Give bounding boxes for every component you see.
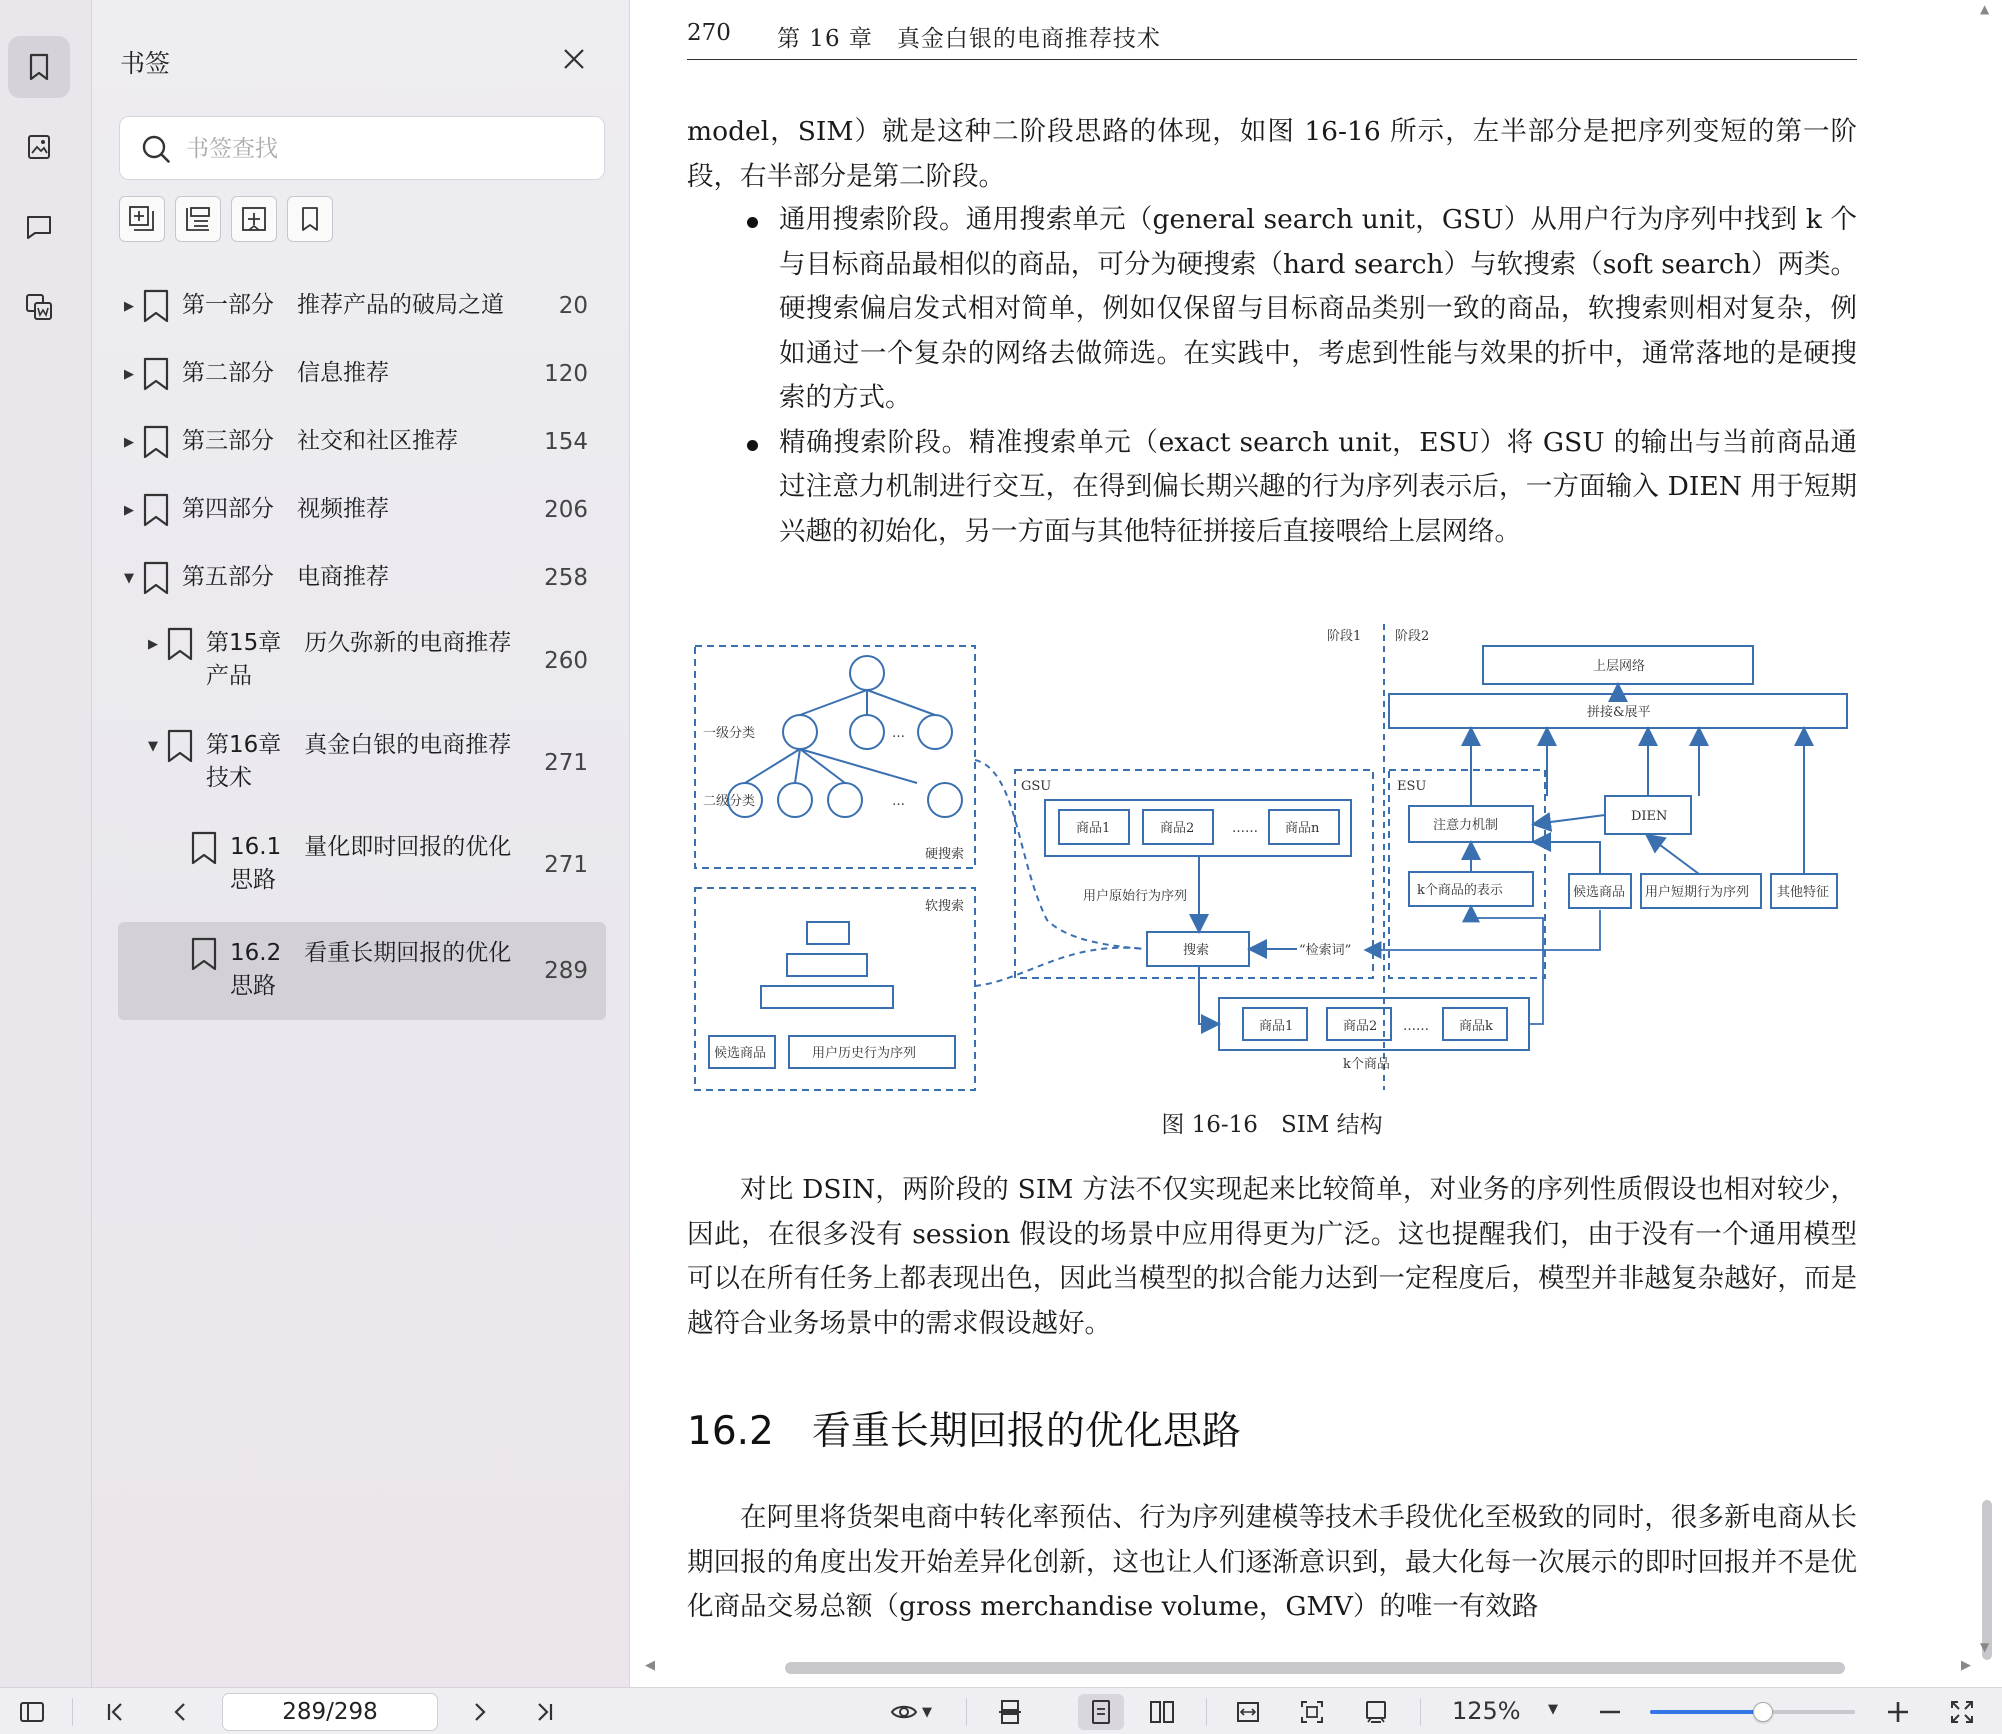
chevron-left-icon — [166, 1698, 194, 1726]
bookmark-icon — [295, 204, 325, 234]
close-panel-button[interactable] — [559, 44, 589, 74]
k-repr-label: k个商品的表示 — [1417, 883, 1503, 898]
scroll-right-icon[interactable]: ▶ — [1961, 1658, 1971, 1673]
sim-diagram — [687, 620, 1857, 1100]
bookmark-icon — [142, 356, 170, 392]
bookmark-search-box[interactable] — [119, 116, 605, 180]
soft-search-label: 软搜索 — [925, 899, 965, 914]
bookmark-page: 271 — [544, 750, 588, 776]
item1-label: 商品1 — [1259, 1019, 1294, 1034]
itemn-label: 商品n — [1285, 821, 1320, 836]
scroll-left-icon[interactable]: ◀ — [645, 1658, 655, 1673]
attention-label: 注意力机制 — [1433, 818, 1499, 833]
zoom-slider[interactable] — [1650, 1710, 1855, 1714]
fullscreen-button[interactable] — [1944, 1694, 1980, 1730]
scroll-thumb[interactable] — [1982, 1500, 1992, 1660]
bookmark-page: 206 — [544, 497, 588, 523]
bookmark-page: 154 — [544, 429, 588, 455]
bookmark-label: 第一部分 推荐产品的破局之道 — [182, 292, 504, 318]
bookmark-label: 16.1 量化即时回报的优化 思路 — [230, 834, 512, 893]
bullet-text: 通用搜索阶段。通用搜索单元（general search unit，GSU）从用户行为序列中找到 k 个与目标商品最相似的商品，可分为硬搜索（hard search）与软搜索（soft search）两类。硬搜索偏启发式相对简单，例如仅保留与目标商品类别一致的商品，软搜索则相对复杂，例如通过一个复杂的网络去做筛选。在实践中，考虑到性能与效果的折中，通常落地的是硬搜索的方式。 — [779, 204, 1857, 413]
bookmark-icon — [166, 626, 194, 662]
divider — [1420, 1698, 1421, 1726]
paragraph: 对比 DSIN，两阶段的 SIM 方法不仅实现起来比较简单，对业务的序列性质假设也相对较少，因此，在很多没有 session 假设的场景中应用得更为广泛。这也提醒我们，由于没有一个通用模型可以在所有任务上都表现出色，因此当模型的拟合能力达到一定程度后，模型并非越复杂越好，而是越符合业务场景中的需求假设越好。 — [687, 1174, 1857, 1339]
continuous-page-icon — [996, 1698, 1024, 1726]
chevron-down-icon[interactable]: ▼ — [1548, 1702, 1558, 1717]
previous-page-button[interactable] — [162, 1694, 198, 1730]
esu-label: ESU — [1397, 779, 1427, 794]
bullet-item — [687, 198, 1857, 421]
tree-ellipsis: … — [892, 726, 905, 741]
bookmark-icon — [23, 51, 55, 83]
bullet-dot — [747, 440, 758, 451]
fullscreen-icon — [1948, 1698, 1976, 1726]
section-title: 看重长期回报的优化思路 — [811, 1409, 1241, 1454]
bookmark-page: 20 — [558, 293, 588, 319]
short-seq-label: 用户短期行为序列 — [1645, 885, 1750, 900]
first-page-icon — [102, 1698, 130, 1726]
horizontal-scrollbar[interactable] — [645, 1656, 1981, 1678]
bookmark-label: 第16章 真金白银的电商推荐 技术 — [206, 732, 512, 791]
query-label: “检索词” — [1299, 943, 1352, 958]
collapse-all-button[interactable] — [175, 196, 221, 242]
collapse-arrow-icon[interactable]: ▼ — [148, 738, 158, 754]
bookmark-item[interactable] — [118, 618, 606, 704]
upper-network-label: 上层网络 — [1593, 659, 1646, 674]
fit-width-icon — [1234, 1698, 1262, 1726]
minus-icon — [1596, 1698, 1624, 1726]
page-number: 270 — [687, 20, 731, 46]
fit-page-icon — [1298, 1698, 1326, 1726]
toggle-sidebar-button[interactable] — [14, 1694, 50, 1730]
bookmark-label: 第三部分 社交和社区推荐 — [182, 428, 458, 454]
item2-label: 商品2 — [1160, 821, 1195, 836]
sim-diagram-svg — [687, 620, 1857, 1100]
candidate-label: 候选商品 — [714, 1046, 767, 1061]
eye-icon — [890, 1698, 918, 1726]
zoom-slider-knob[interactable] — [1753, 1702, 1773, 1722]
candidate-label: 候选商品 — [1573, 885, 1626, 900]
continuous-scroll-button[interactable] — [992, 1694, 1028, 1730]
user-history-label: 用户历史行为序列 — [812, 1046, 917, 1061]
extract-tab[interactable] — [8, 276, 70, 338]
expand-arrow-icon[interactable]: ▶ — [124, 502, 134, 518]
bookmark-page: 120 — [544, 361, 588, 387]
bookmark-page: 260 — [544, 648, 588, 674]
bookmark-label: 第五部分 电商推荐 — [182, 564, 389, 590]
gsu-label: GSU — [1021, 779, 1052, 794]
last-page-button[interactable] — [526, 1694, 562, 1730]
panel-title: 书签 — [120, 49, 171, 78]
stage1-label: 阶段1 — [1327, 629, 1362, 644]
level2-label: 二级分类 — [703, 794, 756, 809]
expand-arrow-icon[interactable]: ▶ — [148, 636, 158, 652]
bookmark-icon — [142, 560, 170, 596]
expand-all-icon — [127, 204, 157, 234]
paragraph: 在阿里将货架电商中转化率预估、行为序列建模等技术手段优化至极致的同时，很多新电商从长期回报的角度出发开始差异化创新，这也让人们逐渐意识到，最大化每一次展示的即时回报并不是优化商品交易总额（gross merchandise volume，GMV）的唯一有效路 — [687, 1502, 1857, 1622]
running-head — [687, 18, 1857, 60]
expand-arrow-icon[interactable]: ▶ — [124, 366, 134, 382]
raw-seq-label: 用户原始行为序列 — [1083, 889, 1188, 904]
itemk-label: 商品k — [1459, 1019, 1493, 1034]
paragraph: model，SIM）就是这种二阶段思路的体现，如图 16-16 所示，左半部分是把序列变短的第一阶段，右半部分是第二阶段。 — [687, 116, 1857, 192]
bookmark-item[interactable] — [118, 348, 606, 400]
thumbnails-tab[interactable] — [8, 116, 70, 178]
bookmark-icon — [190, 936, 218, 972]
divider — [966, 1698, 967, 1726]
dien-label: DIEN — [1631, 809, 1668, 824]
zoom-level[interactable]: 125% — [1452, 1697, 1521, 1725]
bookmark-label: 16.2 看重长期回报的优化 思路 — [230, 940, 512, 999]
other-features-label: 其他特征 — [1777, 885, 1830, 900]
bookmark-page: 289 — [544, 958, 588, 984]
expand-arrow-icon[interactable]: ▶ — [124, 298, 134, 314]
bottom-toolbar — [0, 1687, 2002, 1734]
actual-size-icon — [1362, 1698, 1390, 1726]
bullet-list — [687, 198, 1857, 554]
tree-ellipsis: … — [892, 794, 905, 809]
two-page-icon — [1148, 1698, 1176, 1726]
level1-label: 一级分类 — [703, 726, 756, 741]
view-mode-dropdown[interactable] — [880, 1694, 942, 1730]
bookmark-item[interactable] — [118, 484, 606, 536]
sidebar-rail — [0, 0, 92, 1687]
bookmark-item[interactable] — [118, 822, 606, 908]
next-page-button[interactable] — [462, 1694, 498, 1730]
bookmark-icon — [142, 424, 170, 460]
k-items-label: k个商品 — [1343, 1057, 1390, 1072]
actual-size-button[interactable] — [1358, 1694, 1394, 1730]
stage2-label: 阶段2 — [1395, 629, 1430, 644]
bookmark-item[interactable] — [118, 280, 606, 332]
bookmark-page: 271 — [544, 852, 588, 878]
comment-icon — [23, 211, 55, 243]
last-page-icon — [530, 1698, 558, 1726]
bullet-dot — [747, 217, 758, 228]
chapter-title: 第 16 章 真金白银的电商推荐技术 — [777, 26, 1161, 52]
expand-arrow-icon[interactable]: ▶ — [124, 434, 134, 450]
first-page-button[interactable] — [98, 1694, 134, 1730]
vertical-scrollbar[interactable] — [1980, 0, 1994, 1660]
search-icon — [140, 133, 172, 165]
sidebar-toggle-icon — [18, 1698, 46, 1726]
fit-width-button[interactable] — [1230, 1694, 1266, 1730]
zoom-out-button[interactable] — [1592, 1694, 1628, 1730]
document-viewport[interactable] — [631, 0, 2002, 1687]
scroll-up-icon[interactable]: ▲ — [1980, 2, 1990, 16]
single-page-icon — [1087, 1698, 1115, 1726]
bookmark-search-input[interactable] — [186, 129, 586, 169]
plus-icon — [1884, 1698, 1912, 1726]
bookmark-item[interactable] — [118, 720, 606, 806]
collapse-arrow-icon[interactable]: ▼ — [124, 570, 134, 586]
fit-page-button[interactable] — [1294, 1694, 1330, 1730]
bookmark-label: 第四部分 视频推荐 — [182, 496, 389, 522]
bookmark-item-selected[interactable] — [118, 922, 606, 1020]
item1-label: 商品1 — [1076, 821, 1111, 836]
expand-all-button[interactable] — [119, 196, 165, 242]
chevron-down-icon: ▼ — [922, 1704, 932, 1720]
dots-label: …… — [1403, 1019, 1429, 1034]
add-bookmark-icon — [239, 204, 269, 234]
bookmarks-tab[interactable] — [8, 36, 70, 98]
dots-label: …… — [1232, 821, 1258, 836]
extract-icon — [23, 291, 55, 323]
bookmark-label: 第二部分 信息推荐 — [182, 360, 389, 386]
bookmark-icon — [190, 830, 218, 866]
bookmark-page: 258 — [544, 565, 588, 591]
close-icon — [562, 47, 586, 71]
section-heading — [687, 1400, 1241, 1456]
thumbnail-icon — [23, 131, 55, 163]
bookmark-panel — [92, 0, 630, 1687]
scroll-thumb[interactable] — [785, 1662, 1845, 1674]
bullet-item — [687, 421, 1857, 555]
bookmark-label: 第15章 历久弥新的电商推荐 产品 — [206, 630, 512, 689]
page-number-input[interactable] — [222, 1693, 438, 1731]
bookmark-item[interactable] — [118, 552, 606, 604]
two-page-button[interactable] — [1144, 1694, 1180, 1730]
single-page-button[interactable] — [1078, 1694, 1124, 1730]
divider — [1206, 1698, 1207, 1726]
bookmark-button[interactable] — [287, 196, 333, 242]
scroll-down-icon[interactable]: ▼ — [1980, 1640, 1990, 1654]
concat-label: 拼接&展平 — [1587, 705, 1651, 720]
section-number: 16.2 — [687, 1409, 774, 1454]
search-label: 搜索 — [1183, 943, 1210, 958]
comments-tab[interactable] — [8, 196, 70, 258]
zoom-slider-fill — [1650, 1710, 1763, 1714]
zoom-in-button[interactable] — [1880, 1694, 1916, 1730]
bookmark-icon — [142, 492, 170, 528]
hard-search-label: 硬搜索 — [925, 847, 965, 862]
add-bookmark-button[interactable] — [231, 196, 277, 242]
divider — [72, 1698, 73, 1726]
item2-label: 商品2 — [1343, 1019, 1378, 1034]
figure-caption: 图 16-16 SIM 结构 — [1161, 1112, 1383, 1138]
chevron-right-icon — [466, 1698, 494, 1726]
bullet-text: 精确搜索阶段。精准搜索单元（exact search unit，ESU）将 GSU 的输出与当前商品通过注意力机制进行交互，在得到偏长期兴趣的行为序列表示后，一方面输入 DIEN 用于短期兴趣的初始化，另一方面与其他特征拼接后直接喂给上层网络。 — [779, 426, 1857, 547]
bookmark-item[interactable] — [118, 416, 606, 468]
bookmark-icon — [166, 728, 194, 764]
bookmark-icon — [142, 288, 170, 324]
collapse-all-icon — [183, 204, 213, 234]
